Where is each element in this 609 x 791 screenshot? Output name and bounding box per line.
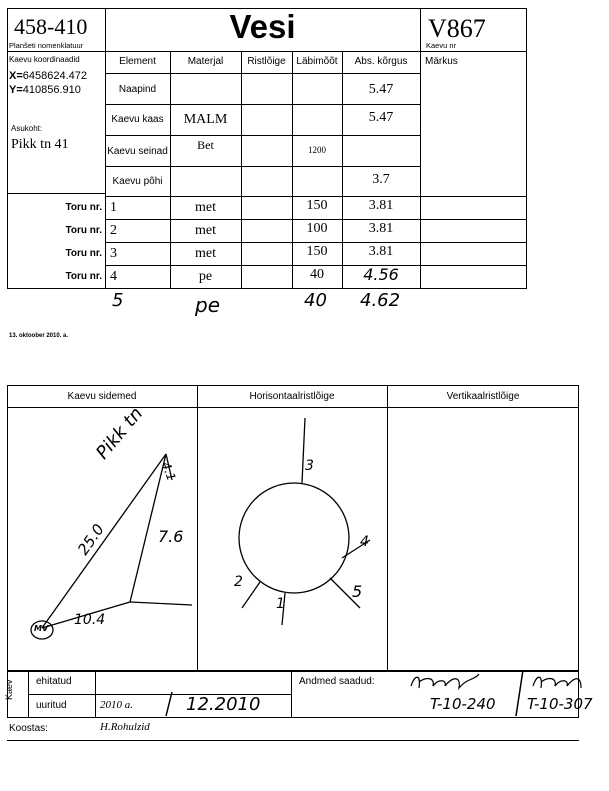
x-label: X=	[9, 70, 23, 82]
pipe-number-3: 3	[305, 458, 314, 474]
table-row-element: Kaevu põhi	[112, 176, 163, 187]
pipe-label: Toru nr.	[65, 202, 102, 213]
pipe-number-1: 1	[276, 596, 285, 612]
pipe-number-4: 4	[360, 534, 369, 550]
handwritten-pipe-nr: 5	[112, 290, 124, 311]
well-circle	[239, 483, 349, 593]
well-number: V867	[428, 14, 486, 43]
table-cell-height: 5.47	[368, 82, 394, 97]
footer-vertical-label: Kaev	[4, 679, 14, 700]
y-value: 410856.910	[22, 84, 81, 96]
signature	[405, 668, 595, 698]
divider	[95, 670, 96, 718]
table-row-element: Naapind	[118, 84, 157, 95]
table-cell-diameter: 1200	[308, 145, 326, 155]
pipe-height: 3.81	[368, 221, 394, 236]
page-title: Vesi	[229, 8, 296, 45]
divider	[291, 670, 292, 718]
sketch-well-mark: MV	[34, 624, 49, 633]
pipe-material: met	[195, 246, 216, 261]
col-header-remarks: Märkus	[425, 56, 458, 67]
table-cell-material: MALM	[183, 112, 228, 127]
col-header-cross: Ristlõige	[247, 56, 286, 67]
table-cell-material: Bet	[197, 138, 214, 152]
data-received-1: T-10-240	[430, 695, 496, 713]
pipe-material: met	[195, 200, 216, 215]
pipe-diameter: 40	[310, 267, 324, 282]
pipe-number-2: 2	[234, 574, 243, 590]
col-title-horizontal: Horisontaalristlõige	[249, 391, 335, 402]
pipe-diameter: 150	[306, 244, 328, 259]
col-header-material: Materjal	[187, 56, 224, 67]
data-received-label: Andmed saadud:	[299, 676, 375, 687]
compiled-label: Koostas:	[9, 723, 48, 734]
pipe-diameter: 150	[306, 198, 328, 213]
sketch-dist-right: 7.6	[158, 527, 184, 546]
pipe-label: Toru nr.	[65, 248, 102, 259]
date-note: 13. oktoober 2010. a.	[9, 333, 69, 339]
handwritten-pipe-height: 4.62	[360, 290, 401, 311]
pipe-nr: 4	[110, 269, 117, 284]
col-title-vertical: Vertikaalristlõige	[446, 391, 520, 402]
sketch-line	[42, 454, 166, 628]
sketch-dist-bottom: 10.4	[74, 612, 106, 628]
table-cell-height: 5.47	[368, 110, 394, 125]
sketch-street-label: Pikk tn	[92, 403, 148, 464]
pipe-height-handwritten: 4.56	[363, 265, 399, 284]
pipe-material: met	[195, 223, 216, 238]
surveyed-label: uuritud	[36, 700, 67, 711]
pipe-nr: 2	[110, 223, 117, 238]
location-label: Asukoht:	[11, 124, 43, 133]
sketch-dist-top: 4.1	[158, 460, 179, 483]
table-row-element: Kaevu seinad	[107, 146, 168, 157]
pipe-nr: 1	[110, 200, 117, 215]
pipe-number-5: 5	[352, 582, 363, 601]
handwritten-pipe-material: pe	[195, 293, 220, 317]
surveyed-date: 12.2010	[186, 694, 261, 715]
x-value: 6458624.472	[22, 70, 87, 82]
pipe-label: Toru nr.	[65, 225, 102, 236]
compiled-value: H.Rohulzid	[100, 721, 150, 733]
pipe-height: 3.81	[368, 244, 394, 259]
pipe-diameter: 100	[306, 221, 328, 236]
divider	[7, 740, 579, 741]
pipe-nr: 3	[110, 246, 117, 261]
sketch-dist-left: 25.0	[74, 520, 108, 559]
col-header-height: Abs. kõrgus	[354, 56, 408, 67]
pipe-line-2	[242, 582, 260, 608]
pipe-height: 3.81	[368, 198, 394, 213]
col-header-diameter: Läbimõõt	[296, 56, 338, 67]
date-slash	[160, 690, 180, 720]
location-value: Pikk tn 41	[11, 137, 69, 152]
pipe-label: Toru nr.	[65, 271, 102, 282]
well-number-label: Kaevu nr	[426, 41, 457, 50]
pipe-material: pe	[198, 269, 213, 284]
data-received-2: T-10-307	[527, 695, 593, 713]
coords-label: Kaevu koordinaadid	[9, 55, 80, 64]
surveyed-year: 2010 a.	[100, 699, 133, 711]
sketch-line	[130, 602, 192, 605]
y-label: Y=	[9, 84, 23, 96]
nomenclature-number: 458-410	[14, 14, 88, 39]
col-header-element: Element	[119, 56, 156, 67]
nomenclature-label: Planšeti nomenklatuur	[9, 41, 84, 50]
built-label: ehitatud	[36, 676, 72, 687]
table-row-element: Kaevu kaas	[111, 114, 164, 125]
table-cell-height: 3.7	[372, 172, 390, 187]
col-title-connections: Kaevu sidemed	[67, 391, 137, 402]
handwritten-pipe-diameter: 40	[304, 290, 327, 311]
